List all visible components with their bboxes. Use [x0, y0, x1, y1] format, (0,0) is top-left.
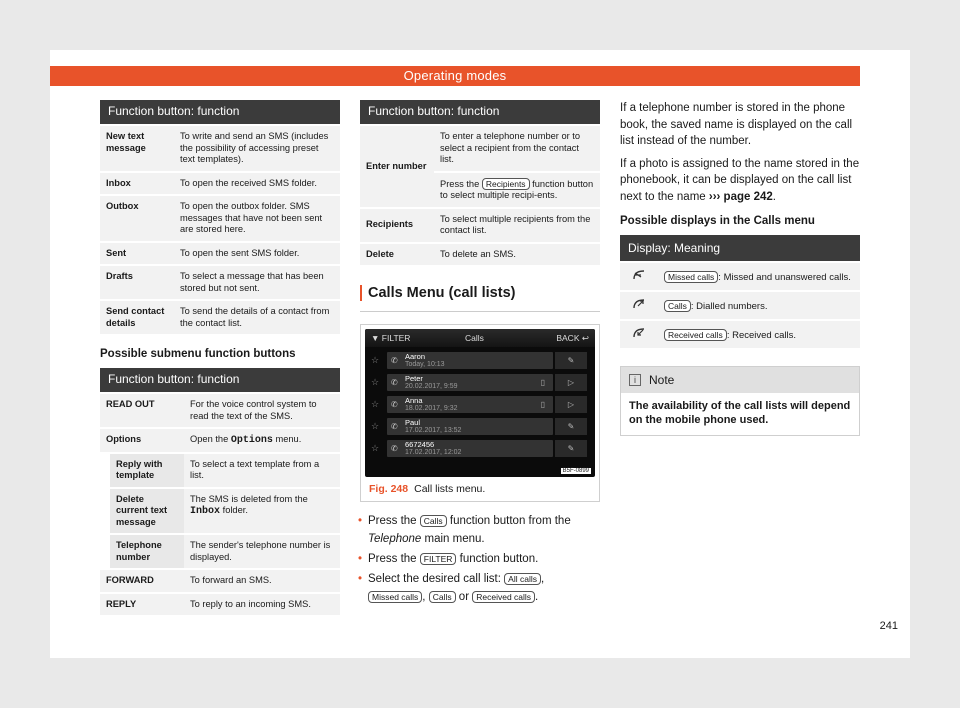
back-icon: ↩ [581, 333, 589, 343]
table-heading: Function button: function [100, 100, 340, 125]
table-row: FORWARD To forward an SMS. [100, 569, 340, 593]
list-item[interactable]: ☆ ✆ 6672456 17.02.2017, 12:02 ✎ [371, 439, 587, 458]
info-icon: i [629, 374, 641, 386]
favorite-icon: ☆ [371, 421, 380, 431]
calls-figure [360, 324, 600, 502]
displays-subhead: Possible displays in the Calls menu [620, 215, 815, 227]
play-icon[interactable]: ▷ [555, 374, 587, 391]
missed-calls-button-label: Missed calls [664, 271, 718, 283]
missed-call-icon: ✆ [391, 356, 398, 365]
back-button[interactable]: BACK ↩ [556, 333, 589, 343]
table-row: New text message To write and send an SMS (includes the possibility of accessing preset text templates). [100, 125, 340, 172]
table-row: Telephone number The sender's telephone number is displayed. [100, 534, 340, 569]
send-functions-table [360, 100, 600, 265]
calls-button-label: Calls [429, 591, 456, 603]
table-row: Delete To delete an SMS. [360, 243, 600, 266]
table-row: Received calls : Received calls. [620, 320, 860, 348]
column-left [100, 100, 340, 615]
paragraph: If a photo is assigned to the name stored in the phonebook, it can be displayed on the call list next to the name ››› page 242. [620, 157, 860, 203]
section-title: Calls Menu (call lists) [360, 285, 600, 312]
list-item[interactable]: ☆ ✆ Aaron Today, 10:13 ✎ [371, 351, 587, 370]
table-row: Sent To open the sent SMS folder. [100, 242, 340, 266]
edit-icon[interactable]: ✎ [555, 418, 587, 435]
table-row: Drafts To select a message that has been stored but not sent. [100, 265, 340, 300]
play-icon[interactable]: ▷ [555, 396, 587, 413]
missed-call-icon [632, 273, 646, 284]
recipients-button-label: Recipients [482, 178, 530, 190]
calls-screen [365, 329, 595, 477]
submenu-functions-table [100, 368, 340, 615]
edit-icon[interactable]: ✎ [555, 352, 587, 369]
submenu-title: Possible submenu function buttons [100, 348, 296, 360]
page-number: 241 [879, 620, 898, 632]
paragraph: If a telephone number is stored in the phone book, the saved name is displayed on the call list instead of the number. [620, 102, 853, 147]
filter-button-label: FILTER [420, 553, 457, 565]
dialled-call-icon: ✆ [391, 400, 398, 409]
list-item[interactable]: ☆ ✆ Paul 17.02.2017, 13:52 ✎ [371, 417, 587, 436]
table-row: Recipients To select multiple recipients from the contact list. [360, 208, 600, 243]
table-row: Inbox To open the received SMS folder. [100, 172, 340, 196]
table-row: READ OUT For the voice control system to read the text of the SMS. [100, 393, 340, 428]
table-row: Outbox To open the outbox folder. SMS messages that have not been sent are stored here. [100, 195, 340, 242]
page-reference[interactable]: ››› page 242 [708, 190, 773, 203]
received-call-icon: ✆ [391, 422, 398, 431]
received-calls-button-label: Received calls [664, 329, 727, 341]
table-row: Missed calls : Missed and unanswered calls. [620, 262, 860, 291]
calls-button-label: Calls [420, 515, 447, 527]
section-marker [360, 285, 362, 301]
table-row: Press the Recipients function button to select multiple recipi-ents. [360, 172, 600, 208]
list-item[interactable]: ☆ ✆ Peter 20.02.2017, 9:59 ▯ ▷ [371, 373, 587, 392]
dialled-call-icon: ✆ [391, 378, 398, 387]
favorite-icon: ☆ [371, 443, 380, 453]
list-item[interactable]: ☆ ✆ Anna 18.02.2017, 9:32 ▯ ▷ [371, 395, 587, 414]
table-heading: Display: Meaning [620, 235, 860, 262]
table-row: REPLY To reply to an incoming SMS. [100, 593, 340, 616]
filter-icon: ▼ [371, 333, 380, 343]
list-item: • Press the Calls function button from the Telephone main menu. [360, 512, 600, 548]
dialled-call-icon [632, 302, 646, 313]
favorite-icon: ☆ [371, 355, 380, 365]
steps-list [360, 512, 600, 606]
received-calls-button-label: Received calls [472, 591, 535, 603]
mobile-icon: ▯ [540, 400, 545, 409]
sms-functions-table [100, 100, 340, 334]
calls-button-label: Calls [664, 300, 691, 312]
mobile-icon: ▯ [540, 378, 545, 387]
table-row: Send contact details To send the details of a contact from the contact list. [100, 300, 340, 334]
table-row: Enter number To enter a telephone number or to select a recipient from the contact list. [360, 125, 600, 172]
missed-calls-button-label: Missed calls [368, 591, 422, 603]
all-calls-button-label: All calls [504, 573, 541, 585]
table-row: Reply with template To select a text template from a list. [100, 453, 340, 488]
screen-topbar [365, 329, 595, 347]
table-row: Options Open the Options menu. [100, 428, 340, 453]
table-row: Delete current text message The SMS is deleted from the Inbox folder. [100, 488, 340, 535]
received-call-icon: ✆ [391, 444, 398, 453]
column-right [620, 100, 860, 436]
table-heading: Function button: function [100, 368, 340, 393]
figure-caption: Fig. 248 Call lists menu. [369, 483, 486, 495]
page-header: Operating modes [50, 66, 860, 86]
display-meaning-table [620, 235, 860, 348]
received-call-icon [632, 331, 646, 342]
favorite-icon: ☆ [371, 399, 380, 409]
edit-icon[interactable]: ✎ [555, 440, 587, 457]
table-heading: Function button: function [360, 100, 600, 125]
list-item: • Select the desired call list: All calls , Missed calls , Calls or Received calls . [360, 570, 600, 606]
favorite-icon: ☆ [371, 377, 380, 387]
table-row: Calls : Dialled numbers. [620, 291, 860, 320]
column-middle [360, 100, 600, 608]
screen-title: Calls [465, 333, 484, 343]
filter-button[interactable]: ▼ FILTER [371, 333, 411, 343]
note-box: i Note The availability of the call lists will depend on the mobile phone used. [620, 366, 860, 436]
figure-code: B5F-0899 [562, 468, 589, 474]
list-item: • Press the FILTER function button. [360, 550, 600, 568]
